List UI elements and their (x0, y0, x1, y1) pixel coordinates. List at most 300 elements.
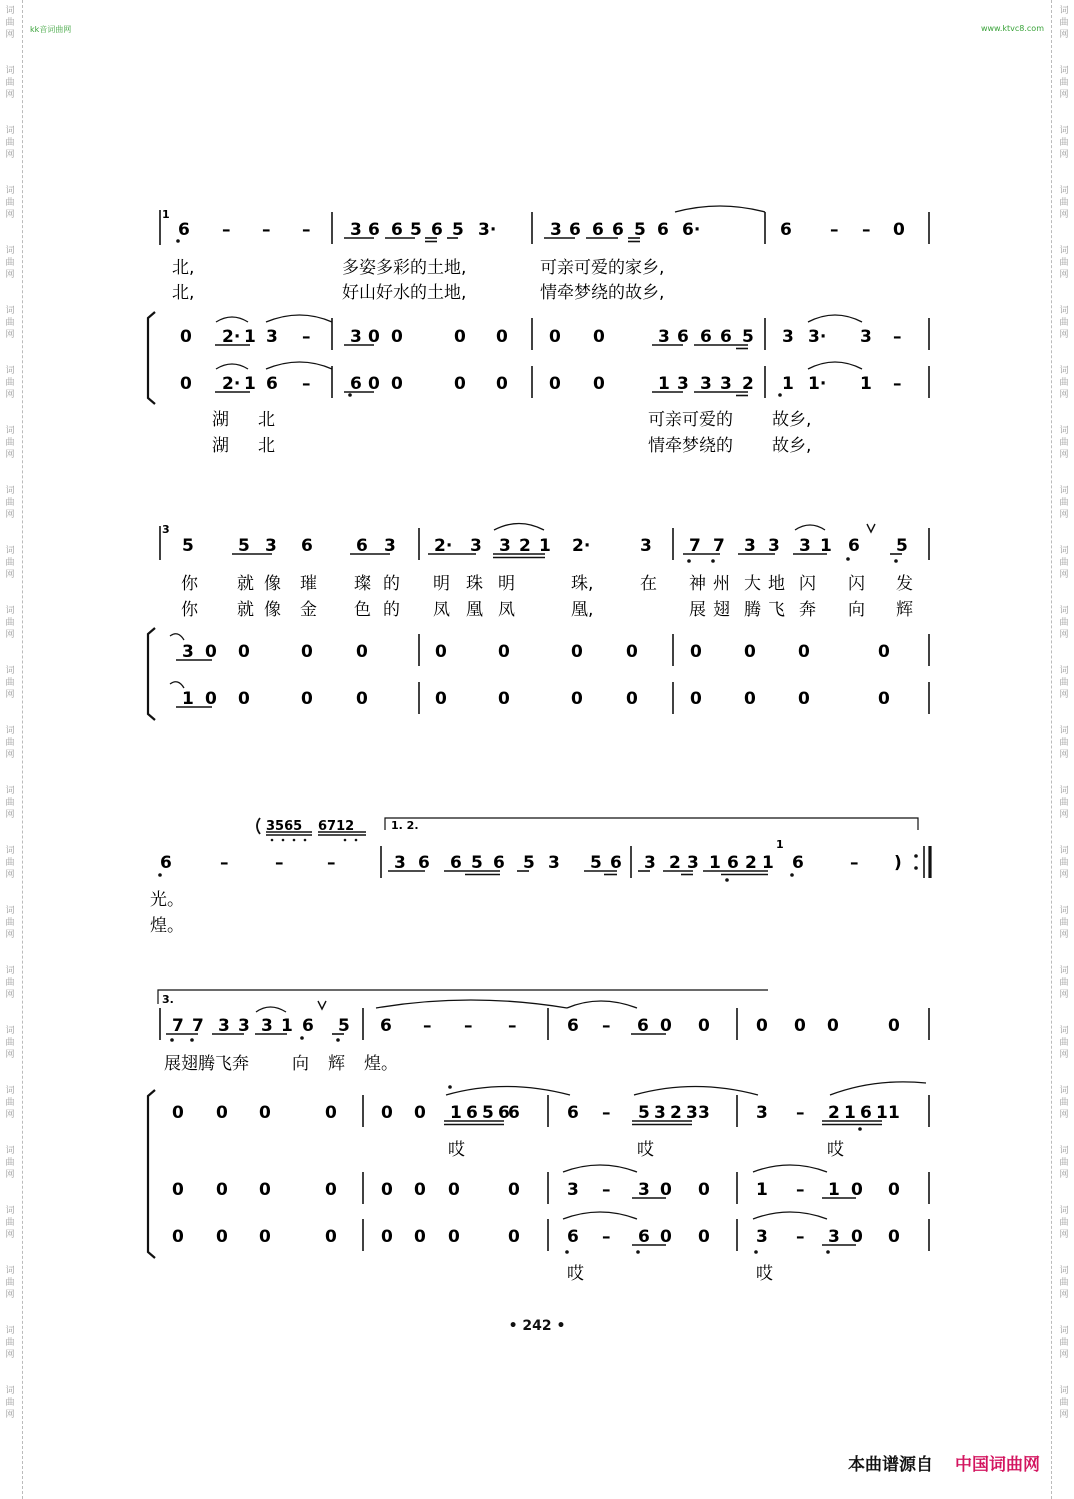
watermark-char: 曲 (5, 1338, 15, 1348)
lyric: 展翅腾飞奔 (164, 1054, 249, 1074)
lyric: 辉 (896, 600, 913, 620)
part3-note: 6 (567, 1227, 579, 1247)
lyric: 可亲可爱的家乡, (540, 258, 665, 278)
part1-note: 0 (259, 1103, 271, 1123)
part1-note: 2 (670, 1103, 682, 1123)
watermark-char: 网 (5, 450, 15, 460)
melody-note: 1 (539, 536, 551, 556)
lower-part-note: 1 (182, 689, 194, 709)
watermark-char: 网 (1059, 90, 1069, 100)
melody-note: 7 (689, 536, 701, 556)
watermark-char: 词 (1059, 546, 1069, 556)
watermark-char: 曲 (1059, 1218, 1069, 1228)
watermark-char: 曲 (5, 1218, 15, 1228)
watermark-char: 曲 (5, 1158, 15, 1168)
watermark-char: 曲 (1059, 738, 1069, 748)
melody-note: 1 (762, 853, 774, 873)
lyric: 煌。 (364, 1054, 398, 1074)
lyric: 腾 (744, 600, 761, 620)
upper-part-note: 6 (720, 327, 732, 347)
watermark-char: 词 (5, 366, 15, 376)
watermark-char: 网 (1059, 630, 1069, 640)
lyric: 大 (744, 574, 761, 594)
part2-note: 0 (888, 1180, 900, 1200)
upper-part-note: 3 (350, 327, 362, 347)
part2-note: 0 (660, 1180, 672, 1200)
watermark-char: 词 (5, 906, 15, 916)
source-label: 本曲谱源自 (848, 1455, 933, 1475)
watermark-char: 词 (5, 1206, 15, 1216)
melody-note: 6 (368, 220, 380, 240)
watermark-char: 曲 (1059, 1398, 1069, 1408)
lower-part-note: 0 (690, 689, 702, 709)
part1-note: 0 (172, 1103, 184, 1123)
melody-note: 0 (827, 1016, 839, 1036)
watermark-char: 词 (1059, 1266, 1069, 1276)
watermark-char: 网 (1059, 1410, 1069, 1420)
upper-part-note: 6 (677, 327, 689, 347)
upper-part-note: 0 (798, 642, 810, 662)
watermark-char: 网 (1059, 150, 1069, 160)
watermark-char: 曲 (1059, 18, 1069, 28)
upper-part-note: 3 (266, 327, 278, 347)
part3-note: 0 (508, 1227, 520, 1247)
melody-note: 3 (470, 536, 482, 556)
part1-note: 5 (482, 1103, 494, 1123)
melody-note: 6 (592, 220, 604, 240)
volta-1: 1 (162, 208, 170, 221)
watermark-char: 网 (5, 1170, 15, 1180)
upper-part-note: 0 (549, 327, 561, 347)
lower-part-note: 0 (626, 689, 638, 709)
lyric: 珠 (466, 574, 483, 594)
upper-part-note: 5 (742, 327, 754, 347)
lyric: 像 (264, 574, 281, 594)
part2-note: – (602, 1180, 611, 1200)
watermark-char: 曲 (5, 558, 15, 568)
lower-part-note: 0 (205, 689, 217, 709)
part1-note: 0 (325, 1103, 337, 1123)
watermark-char: 曲 (1059, 1038, 1069, 1048)
part2-note: 1 (828, 1180, 840, 1200)
watermark-char: 网 (5, 1290, 15, 1300)
part2-note: 0 (414, 1180, 426, 1200)
melody-note: – (302, 220, 311, 240)
volta-3-final: 3. (162, 993, 174, 1006)
watermark-char: 词 (5, 846, 15, 856)
watermark-char: 曲 (5, 258, 15, 268)
watermark-char: 曲 (5, 918, 15, 928)
part2-note: 0 (381, 1180, 393, 1200)
lyric: 多姿多彩的土地, (342, 258, 467, 278)
lower-lyric: 故乡, (772, 436, 812, 456)
upper-part-note: 3 (782, 327, 794, 347)
melody-note: 6 (727, 853, 739, 873)
watermark-char: 词 (5, 186, 15, 196)
part3-note: 0 (259, 1227, 271, 1247)
lower-lyric: 哎 (827, 1140, 844, 1160)
watermark-char: 网 (1059, 570, 1069, 580)
watermark-char: 词 (5, 666, 15, 676)
watermark-char: 词 (5, 606, 15, 616)
watermark-char: 曲 (5, 318, 15, 328)
watermark-char: 曲 (1059, 138, 1069, 148)
watermark-char: 词 (5, 6, 15, 16)
watermark-char: 曲 (5, 858, 15, 868)
part3-note: 0 (216, 1227, 228, 1247)
part1-note: 1 (888, 1103, 900, 1123)
melody-note: 3 (799, 536, 811, 556)
watermark-char: 网 (1059, 1170, 1069, 1180)
lower-part-note: 0 (238, 689, 250, 709)
watermark-char: 网 (1059, 390, 1069, 400)
part3-note: 3 (756, 1227, 768, 1247)
part1-note: 3 (756, 1103, 768, 1123)
watermark-char: 词 (1059, 1146, 1069, 1156)
part3-note: 0 (325, 1227, 337, 1247)
watermark-char: 网 (5, 1230, 15, 1240)
melody-note: – (464, 1016, 473, 1036)
part2-note: 0 (698, 1180, 710, 1200)
part1-note: 1 (450, 1103, 462, 1123)
lower-part-note: 1 (782, 374, 794, 394)
watermark-char: 曲 (5, 78, 15, 88)
part1-note: 3 (698, 1103, 710, 1123)
watermark-char: 词 (5, 66, 15, 76)
part3-note: 0 (414, 1227, 426, 1247)
part2-note: 1 (756, 1180, 768, 1200)
melody-note: 3 (550, 220, 562, 240)
watermark-char: 词 (1059, 6, 1069, 16)
melody-note: 5 (182, 536, 194, 556)
melody-note: 5 (590, 853, 602, 873)
upper-part-note: 0 (498, 642, 510, 662)
upper-part-note: 0 (878, 642, 890, 662)
watermark-char: 词 (5, 426, 15, 436)
watermark-char: 词 (1059, 966, 1069, 976)
lyric: 翅 (713, 600, 730, 620)
lyric: 凰 (466, 600, 483, 620)
melody-note: 6 (637, 1016, 649, 1036)
watermark-char: 词 (1059, 906, 1069, 916)
lyric: 神 (689, 574, 706, 594)
melody-note: 3 (261, 1016, 273, 1036)
watermark-char: 词 (5, 1326, 15, 1336)
watermark-char: 词 (1059, 306, 1069, 316)
watermark-char: 曲 (5, 18, 15, 28)
watermark-char: 词 (5, 486, 15, 496)
watermark-char: 曲 (1059, 78, 1069, 88)
watermark-char: 曲 (1059, 1098, 1069, 1108)
watermark-char: 网 (1059, 1230, 1069, 1240)
watermark-char: 曲 (1059, 498, 1069, 508)
grace-note: 1 (776, 838, 784, 851)
watermark-char: 词 (1059, 1326, 1069, 1336)
part1-note: 6 (860, 1103, 872, 1123)
watermark-char: 词 (1059, 66, 1069, 76)
part1-note: – (796, 1103, 805, 1123)
watermark-char: 词 (1059, 126, 1069, 136)
melody-note: 1 (281, 1016, 293, 1036)
watermark-char: 网 (1059, 510, 1069, 520)
lyric: 明 (498, 574, 515, 594)
watermark-char: 曲 (5, 498, 15, 508)
upper-part-note: 6 (700, 327, 712, 347)
lyric: 色 (354, 600, 371, 620)
melody-note: 3 (394, 853, 406, 873)
lower-part-note: 1 (244, 374, 256, 394)
upper-part-note: 3 (860, 327, 872, 347)
watermark-char: 网 (5, 1410, 15, 1420)
part2-note: 0 (216, 1180, 228, 1200)
part1-note: – (602, 1103, 611, 1123)
lower-lyric: 情牵梦绕的 (648, 436, 733, 456)
watermark-char: 网 (1059, 1110, 1069, 1120)
upper-part-note: – (302, 327, 311, 347)
melody-note: 3 (350, 220, 362, 240)
melody-note: 3 (548, 853, 560, 873)
watermark-char: 网 (5, 30, 15, 40)
lyric: 光。 (150, 890, 184, 910)
lyric: 情牵梦绕的故乡, (540, 283, 665, 303)
lower-part-note: 0 (798, 689, 810, 709)
melody-note: 6 (848, 536, 860, 556)
watermark-char: 网 (5, 90, 15, 100)
lower-lyric: 湖 (212, 410, 229, 430)
melody-note: – (862, 220, 871, 240)
watermark-char: 词 (1059, 1206, 1069, 1216)
melody-note: 7 (172, 1016, 184, 1036)
melody-note: 0 (888, 1016, 900, 1036)
melody-note: 6 (301, 536, 313, 556)
upper-part-note: 0 (391, 327, 403, 347)
watermark-char: 曲 (1059, 798, 1069, 808)
volta-1-2: 1. 2. (391, 819, 419, 832)
upper-part-note: 0 (368, 327, 380, 347)
watermark-char: 词 (1059, 846, 1069, 856)
watermark-char: 词 (1059, 246, 1069, 256)
lower-part-note: 0 (301, 689, 313, 709)
watermark-char: 词 (5, 126, 15, 136)
part1-note: 6 (508, 1103, 520, 1123)
melody-note: 5 (634, 220, 646, 240)
part1-note: 0 (381, 1103, 393, 1123)
melody-note: 6 (657, 220, 669, 240)
lower-part-note: 0 (878, 689, 890, 709)
part1-note: 3 (686, 1103, 698, 1123)
lyric: 在 (640, 574, 657, 594)
watermark-char: 网 (5, 1110, 15, 1120)
upper-part-note: 0 (496, 327, 508, 347)
part2-note: 0 (508, 1180, 520, 1200)
part3-note: – (602, 1227, 611, 1247)
upper-part-note: 3 (658, 327, 670, 347)
melody-note: 6 (418, 853, 430, 873)
lower-part-note: 0 (435, 689, 447, 709)
watermark-char: 词 (5, 1266, 15, 1276)
lyric: 好山好水的土地, (342, 283, 467, 303)
watermark-char: 曲 (1059, 318, 1069, 328)
watermark-char: 网 (5, 990, 15, 1000)
melody-note: – (830, 220, 839, 240)
watermark-char: 词 (5, 246, 15, 256)
upper-part-note: 0 (435, 642, 447, 662)
watermark-char: 网 (1059, 1290, 1069, 1300)
lyric: 向 (292, 1054, 309, 1074)
lower-lyric: 故乡, (772, 410, 812, 430)
intro-phrase-1: 3565 (266, 819, 303, 834)
melody-note: 0 (756, 1016, 768, 1036)
melody-note: 6 (380, 1016, 392, 1036)
melody-note: 0 (794, 1016, 806, 1036)
lyric: 展 (689, 600, 706, 620)
upper-part-note: – (893, 327, 902, 347)
lower-lyric: 哎 (756, 1264, 773, 1284)
melody-note: 5 (338, 1016, 350, 1036)
lower-part-note: 0 (549, 374, 561, 394)
part2-note: 0 (851, 1180, 863, 1200)
lyric: 辉 (328, 1054, 345, 1074)
watermark-char: 曲 (5, 978, 15, 988)
watermark-char: 曲 (5, 438, 15, 448)
lower-lyric: 可亲可爱的 (648, 410, 733, 430)
lyric: 凰, (571, 600, 594, 620)
melody-note: 6 (391, 220, 403, 240)
lyric: 璨 (354, 574, 371, 594)
watermark-char: 词 (1059, 186, 1069, 196)
lower-part-note: 2 (742, 374, 754, 394)
watermark-char: 曲 (5, 1098, 15, 1108)
source-credit (848, 1450, 1040, 1475)
watermark-char: 词 (1059, 1386, 1069, 1396)
watermark-char: 词 (1059, 786, 1069, 796)
part3-note: 6 (638, 1227, 650, 1247)
part3-note: 0 (888, 1227, 900, 1247)
lyric: 凤 (433, 600, 450, 620)
lower-lyric: 北 (258, 410, 275, 430)
source-site: 中国词曲网 (955, 1455, 1040, 1475)
watermark-char: 词 (5, 1086, 15, 1096)
upper-part-note: 0 (626, 642, 638, 662)
upper-part-note: 0 (690, 642, 702, 662)
watermark-char: 曲 (5, 1398, 15, 1408)
watermark-char: 曲 (1059, 678, 1069, 688)
melody-note: 1 (709, 853, 721, 873)
part3-note: 0 (660, 1227, 672, 1247)
melody-note: 5 (523, 853, 535, 873)
melody-note: 6 (356, 536, 368, 556)
watermark-char: 网 (1059, 270, 1069, 280)
watermark-char: 曲 (5, 798, 15, 808)
watermark-char: 网 (5, 1050, 15, 1060)
watermark-char: 词 (5, 786, 15, 796)
lower-part-note: 0 (368, 374, 380, 394)
watermark-char: 网 (5, 810, 15, 820)
melody-note: – (262, 220, 271, 240)
lyric: 你 (181, 574, 198, 594)
watermark-char: 网 (5, 930, 15, 940)
lyric: 的 (383, 574, 400, 594)
melody-note: – (220, 853, 229, 873)
upper-part-note: 2· (222, 327, 241, 347)
melody-note: 6 (302, 1016, 314, 1036)
lyric: 地 (768, 574, 785, 594)
page-number: • 242 • (508, 1318, 566, 1334)
header-left-mark: kk音词曲网 (30, 25, 72, 34)
lower-part-note: 6 (350, 374, 362, 394)
lower-part-note: 0 (454, 374, 466, 394)
watermark-char: 词 (5, 726, 15, 736)
watermark-char: 网 (1059, 1050, 1069, 1060)
part2-note: 3 (638, 1180, 650, 1200)
watermark-char: 词 (1059, 666, 1069, 676)
lower-part-note: 3 (700, 374, 712, 394)
melody-note: 0 (660, 1016, 672, 1036)
upper-part-note: 1 (244, 327, 256, 347)
part2-note: 3 (567, 1180, 579, 1200)
melody-note: 2 (519, 536, 531, 556)
melody-note: – (275, 853, 284, 873)
part1-note: 0 (414, 1103, 426, 1123)
watermark-char: 曲 (5, 618, 15, 628)
upper-part-note: 0 (744, 642, 756, 662)
melody-note: – (423, 1016, 432, 1036)
lower-part-note: 0 (496, 374, 508, 394)
lyric: 你 (181, 600, 198, 620)
upper-part-note: 3 (182, 642, 194, 662)
watermark-char: 网 (5, 630, 15, 640)
lyric: 发 (896, 574, 913, 594)
watermark-char: 曲 (1059, 198, 1069, 208)
upper-part-note: 0 (454, 327, 466, 347)
melody-note: ) (894, 853, 902, 873)
lower-lyric: 北 (258, 436, 275, 456)
melody-note: 3 (744, 536, 756, 556)
watermark-char: 网 (1059, 810, 1069, 820)
part2-note: 0 (259, 1180, 271, 1200)
watermark-char: 曲 (5, 378, 15, 388)
lyric: 就 (237, 574, 254, 594)
watermark-char: 网 (5, 390, 15, 400)
watermark-char: 网 (1059, 930, 1069, 940)
watermark-char: 网 (5, 150, 15, 160)
melody-note: 5 (410, 220, 422, 240)
melody-note: 3 (238, 1016, 250, 1036)
watermark-char: 词 (5, 306, 15, 316)
watermark-char: 网 (5, 210, 15, 220)
upper-part-note: 0 (301, 642, 313, 662)
lower-part-note: 2· (222, 374, 241, 394)
watermark-char: 网 (5, 870, 15, 880)
melody-note: 2· (434, 536, 453, 556)
lower-part-note: 0 (593, 374, 605, 394)
watermark-char: 词 (1059, 1026, 1069, 1036)
watermark-char: 曲 (5, 198, 15, 208)
upper-part-note: 0 (238, 642, 250, 662)
melody-note: 3 (265, 536, 277, 556)
part3-note: 0 (172, 1227, 184, 1247)
lower-part-note: 0 (356, 689, 368, 709)
melody-note: 3 (644, 853, 656, 873)
lower-part-note: 6 (266, 374, 278, 394)
watermark-char: 网 (1059, 870, 1069, 880)
lyric: 北, (172, 283, 195, 303)
watermark-char: 网 (5, 750, 15, 760)
upper-part-note: 0 (571, 642, 583, 662)
part3-note: 0 (381, 1227, 393, 1247)
watermark-char: 网 (5, 1350, 15, 1360)
melody-note: 5 (238, 536, 250, 556)
